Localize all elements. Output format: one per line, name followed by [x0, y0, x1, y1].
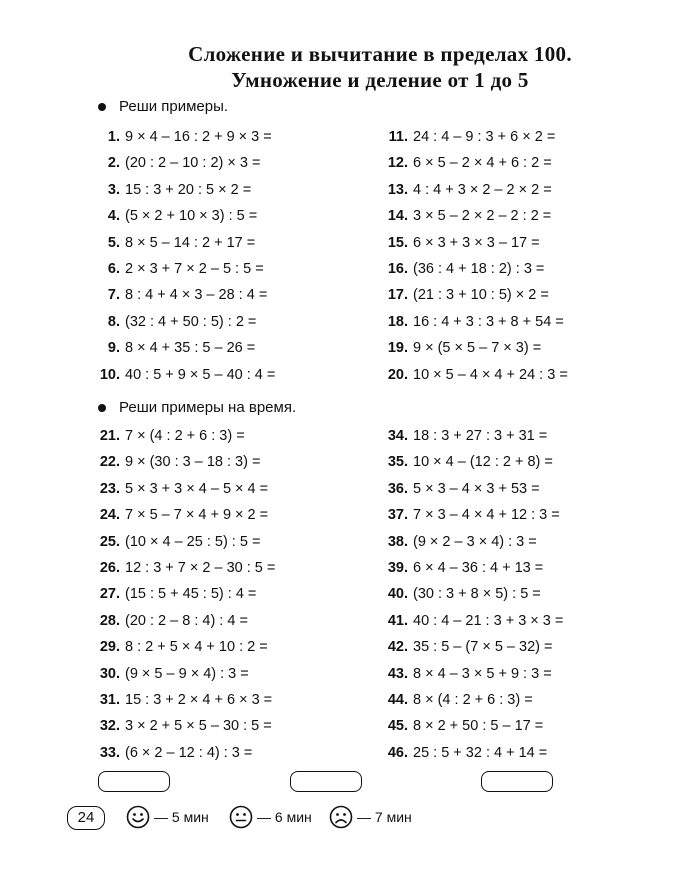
sad-face-icon	[329, 805, 353, 829]
example-row	[382, 476, 563, 502]
example-number: 26.	[99, 559, 120, 576]
example-expression: 35 : 5 – (7 × 5 – 32) =	[413, 639, 553, 656]
example-number: 43.	[387, 665, 408, 682]
legend-text: — 6 мин	[257, 809, 312, 825]
example-row	[98, 634, 275, 660]
example-expression: 9 × (5 × 5 – 7 × 3) =	[413, 340, 542, 357]
example-number: 3.	[107, 181, 120, 198]
example-row	[382, 449, 563, 475]
example-expression: 10 × 5 – 4 × 4 + 24 : 3 =	[413, 366, 568, 383]
example-expression: (6 × 2 – 12 : 4) : 3 =	[125, 744, 253, 761]
example-row	[98, 476, 275, 502]
example-number: 41.	[387, 612, 408, 629]
example-number: 29.	[99, 639, 120, 656]
example-number: 1.	[107, 129, 120, 145]
happy-face-icon	[126, 805, 150, 829]
example-expression: (10 × 4 – 25 : 5) : 5 =	[125, 533, 261, 550]
example-expression: 8 × 2 + 50 : 5 – 17 =	[413, 718, 544, 735]
example-expression: (20 : 2 – 8 : 4) : 4 =	[125, 612, 248, 629]
example-row	[98, 256, 275, 282]
example-number: 45.	[387, 718, 408, 735]
example-expression: 12 : 3 + 7 × 2 – 30 : 5 =	[125, 559, 276, 576]
example-expression: (9 × 5 – 9 × 4) : 3 =	[125, 665, 249, 682]
example-number: 24.	[99, 507, 120, 524]
example-expression: 4 : 4 + 3 × 2 – 2 × 2 =	[413, 181, 552, 198]
example-row	[98, 502, 275, 528]
example-row	[382, 608, 563, 634]
task-2-right-column	[382, 423, 563, 766]
example-number: 15.	[387, 234, 408, 251]
task-1-right-column	[382, 124, 568, 388]
example-row	[382, 177, 568, 203]
example-expression: (21 : 3 + 10 : 5) × 2 =	[413, 287, 549, 304]
example-row	[98, 608, 275, 634]
example-number: 33.	[99, 744, 120, 761]
example-expression: 3 × 5 – 2 × 2 – 2 : 2 =	[413, 208, 552, 225]
example-number: 9.	[107, 340, 120, 357]
example-number: 46.	[387, 744, 408, 761]
example-number: 22.	[99, 454, 120, 471]
legend-item-6-min	[229, 805, 312, 829]
example-number: 34.	[387, 428, 408, 444]
example-number: 16.	[387, 260, 408, 277]
example-expression: (15 : 5 + 45 : 5) : 4 =	[125, 586, 257, 603]
example-expression: 7 × (4 : 2 + 6 : 3) =	[125, 428, 245, 444]
example-number: 39.	[387, 559, 408, 576]
example-row	[98, 581, 275, 607]
task-1-instruction	[98, 98, 228, 115]
example-expression: 7 × 5 – 7 × 4 + 9 × 2 =	[125, 507, 269, 524]
example-number: 4.	[107, 208, 120, 225]
example-expression: 8 : 2 + 5 × 4 + 10 : 2 =	[125, 639, 268, 656]
example-expression: (20 : 2 – 10 : 2) × 3 =	[125, 155, 261, 172]
example-row	[382, 150, 568, 176]
neutral-face-icon	[229, 805, 253, 829]
example-row	[382, 309, 568, 335]
page-number: 24	[67, 806, 105, 830]
example-row	[382, 203, 568, 229]
example-expression: 10 × 4 – (12 : 2 + 8) =	[413, 454, 553, 471]
example-number: 42.	[387, 639, 408, 656]
example-row	[382, 581, 563, 607]
example-expression: 15 : 3 + 2 × 4 + 6 × 3 =	[125, 691, 273, 708]
example-row	[98, 687, 275, 713]
legend-text: — 7 мин	[357, 809, 412, 825]
example-row	[98, 555, 275, 581]
example-row	[382, 256, 568, 282]
example-expression: 6 × 4 – 36 : 4 + 13 =	[413, 559, 544, 576]
example-number: 7.	[107, 287, 120, 304]
example-expression: 9 × (30 : 3 – 18 : 3) =	[125, 454, 261, 471]
example-expression: 24 : 4 – 9 : 3 + 6 × 2 =	[413, 129, 556, 145]
instruction-text: Реши примеры.	[119, 98, 229, 115]
task-2-instruction	[98, 399, 296, 416]
example-number: 27.	[99, 586, 120, 603]
bullet-icon	[98, 404, 106, 412]
time-answer-box-3[interactable]	[481, 771, 553, 792]
example-row	[98, 203, 275, 229]
example-number: 8.	[107, 313, 120, 330]
bullet-icon	[98, 103, 106, 111]
example-number: 40.	[387, 586, 408, 603]
example-row	[98, 661, 275, 687]
example-row	[382, 740, 563, 766]
example-expression: 8 × 5 – 14 : 2 + 17 =	[125, 234, 256, 251]
example-expression: 9 × 4 – 16 : 2 + 9 × 3 =	[125, 129, 272, 145]
example-expression: 8 × (4 : 2 + 6 : 3) =	[413, 691, 533, 708]
example-row	[382, 661, 563, 687]
page-title-line-1: Сложение и вычитание в пределах 100.	[188, 42, 572, 66]
example-row	[382, 423, 563, 449]
example-number: 6.	[107, 260, 120, 277]
example-expression: 6 × 3 + 3 × 3 – 17 =	[413, 234, 540, 251]
example-row	[98, 124, 275, 150]
example-expression: (32 : 4 + 50 : 5) : 2 =	[125, 313, 257, 330]
example-number: 20.	[387, 366, 408, 383]
example-expression: 2 × 3 + 7 × 2 – 5 : 5 =	[125, 260, 264, 277]
example-number: 17.	[387, 287, 408, 304]
example-expression: (30 : 3 + 8 × 5) : 5 =	[413, 586, 541, 603]
legend-text: — 5 мин	[154, 809, 209, 825]
example-number: 35.	[387, 454, 408, 471]
example-number: 13.	[387, 181, 408, 198]
example-number: 44.	[387, 691, 408, 708]
example-number: 10.	[99, 366, 120, 383]
example-row	[382, 282, 568, 308]
example-expression: 8 × 4 + 35 : 5 – 26 =	[125, 340, 256, 357]
example-row	[98, 177, 275, 203]
example-expression: 8 × 4 – 3 × 5 + 9 : 3 =	[413, 665, 552, 682]
example-row	[382, 124, 568, 150]
example-row	[382, 529, 563, 555]
example-number: 28.	[99, 612, 120, 629]
example-row	[382, 362, 568, 388]
example-number: 23.	[99, 480, 120, 497]
example-number: 32.	[99, 718, 120, 735]
example-row	[98, 529, 275, 555]
example-number: 12.	[387, 155, 408, 172]
example-number: 37.	[387, 507, 408, 524]
example-expression: 6 × 5 – 2 × 4 + 6 : 2 =	[413, 155, 552, 172]
example-expression: 7 × 3 – 4 × 4 + 12 : 3 =	[413, 507, 560, 524]
legend-item-7-min	[329, 805, 412, 829]
example-row	[98, 335, 275, 361]
page-title-line-2: Умножение и деление от 1 до 5	[231, 68, 529, 92]
example-number: 30.	[99, 665, 120, 682]
example-expression: 3 × 2 + 5 × 5 – 30 : 5 =	[125, 718, 272, 735]
example-row	[382, 634, 563, 660]
example-expression: 5 × 3 + 3 × 4 – 5 × 4 =	[125, 480, 269, 497]
example-row	[98, 740, 275, 766]
example-expression: (9 × 2 – 3 × 4) : 3 =	[413, 533, 537, 550]
example-row	[382, 687, 563, 713]
example-expression: 16 : 4 + 3 : 3 + 8 + 54 =	[413, 313, 564, 330]
example-number: 31.	[99, 691, 120, 708]
example-row	[382, 502, 563, 528]
example-expression: 18 : 3 + 27 : 3 + 31 =	[413, 428, 548, 444]
time-answer-box-1[interactable]	[98, 771, 170, 792]
example-number: 19.	[387, 340, 408, 357]
example-number: 5.	[107, 234, 120, 251]
example-row	[382, 555, 563, 581]
example-row	[98, 230, 275, 256]
time-answer-box-2[interactable]	[290, 771, 362, 792]
example-row	[382, 713, 563, 739]
example-number: 25.	[99, 533, 120, 550]
example-row	[98, 362, 275, 388]
example-expression: 8 : 4 + 4 × 3 – 28 : 4 =	[125, 287, 268, 304]
example-number: 11.	[388, 129, 408, 145]
task-2-left-column	[98, 423, 275, 766]
example-number: 38.	[387, 533, 408, 550]
instruction-text: Реши примеры на время.	[119, 399, 297, 416]
example-expression: 25 : 5 + 32 : 4 + 14 =	[413, 744, 548, 761]
example-number: 2.	[107, 155, 120, 172]
example-number: 18.	[387, 313, 408, 330]
example-number: 14.	[387, 208, 408, 225]
example-expression: 5 × 3 – 4 × 3 + 53 =	[413, 480, 540, 497]
example-expression: 40 : 5 + 9 × 5 – 40 : 4 =	[125, 366, 276, 383]
example-expression: (5 × 2 + 10 × 3) : 5 =	[125, 208, 258, 225]
example-row	[98, 449, 275, 475]
example-row	[98, 423, 275, 449]
example-expression: 15 : 3 + 20 : 5 × 2 =	[125, 181, 252, 198]
example-number: 21.	[99, 428, 120, 444]
example-row	[98, 150, 275, 176]
example-expression: 40 : 4 – 21 : 3 + 3 × 3 =	[413, 612, 564, 629]
example-row	[98, 309, 275, 335]
legend-item-5-min	[126, 805, 209, 829]
example-number: 36.	[387, 480, 408, 497]
task-1-left-column	[98, 124, 275, 388]
example-row	[382, 335, 568, 361]
example-row	[382, 230, 568, 256]
example-row	[98, 713, 275, 739]
example-expression: (36 : 4 + 18 : 2) : 3 =	[413, 260, 545, 277]
example-row	[98, 282, 275, 308]
